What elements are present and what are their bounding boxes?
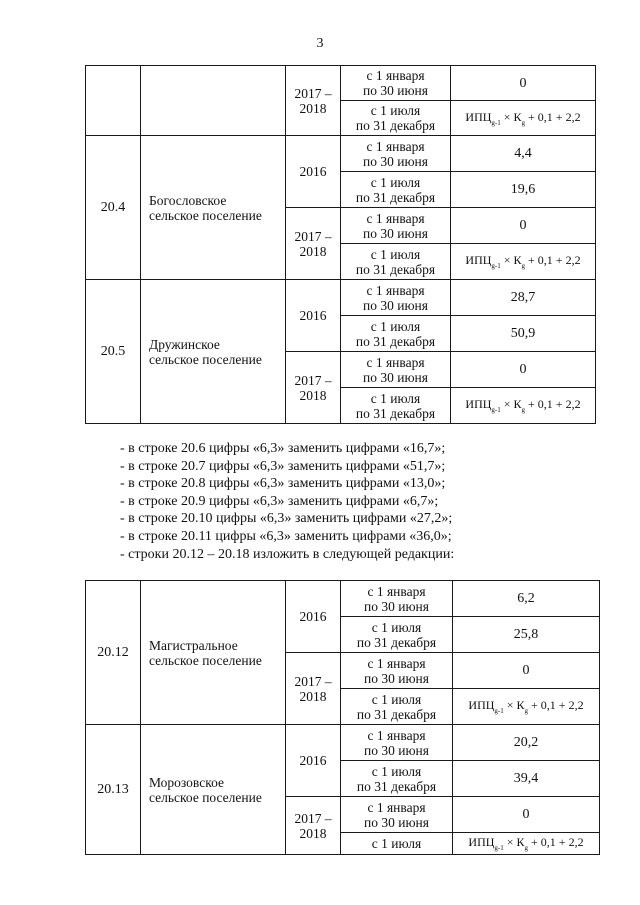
settlement-name-cell: Магистральное сельское поселение	[141, 581, 286, 725]
period-years-cell: 2017 – 2018	[286, 208, 341, 280]
table-row	[86, 66, 596, 101]
period-years-cell: 2017 – 2018	[286, 653, 341, 725]
half-year-period-cell: с 1 июля по 31 декабря	[341, 617, 453, 653]
half-year-period-cell: с 1 июля по 31 декабря	[341, 388, 451, 424]
value-cell: 0	[453, 653, 600, 689]
settlement-name-cell: Богословское сельское поселение	[141, 136, 286, 280]
value-cell: 28,7	[451, 280, 596, 316]
list-item: - в строке 20.9 цифры «6,3» заменить цифрами «6,7»;	[120, 493, 439, 509]
half-year-period-cell: с 1 июля по 31 декабря	[341, 172, 451, 208]
list-item: - в строке 20.7 цифры «6,3» заменить цифрами «51,7»;	[120, 458, 446, 474]
half-year-period-cell: с 1 января по 30 июня	[341, 136, 451, 172]
list-item: - в строке 20.10 цифры «6,3» заменить цифрами «27,2»;	[120, 511, 453, 527]
half-year-period-cell: с 1 января по 30 июня	[341, 352, 451, 388]
value-cell: 4,4	[451, 136, 596, 172]
value-cell: 19,6	[451, 172, 596, 208]
value-cell: 0	[453, 797, 600, 833]
half-year-period-cell: с 1 января по 30 июня	[341, 653, 453, 689]
tariff-table-new	[85, 580, 600, 855]
half-year-period-cell: с 1 июля	[341, 833, 453, 855]
list-item: - в строке 20.11 цифры «6,3» заменить цифрами «36,0»;	[120, 528, 452, 544]
formula-cell: $ИПЦ_{g-1} \times К_g + 0,1 + 2,2$	[451, 244, 596, 280]
value-cell: 25,8	[453, 617, 600, 653]
formula-cell: $ИПЦ_{g-1} \times К_g + 0,1 + 2,2$	[451, 101, 596, 136]
row-number-cell: 20.13	[86, 725, 141, 855]
period-years-cell: 2017 – 2018	[286, 66, 341, 136]
formula-cell: $ИПЦ_{g-1} \times К_g + 0,1 + 2,2$	[453, 833, 600, 855]
value-cell: 6,2	[453, 581, 600, 617]
value-cell: 39,4	[453, 761, 600, 797]
table-row	[86, 280, 596, 316]
settlement-name-cell: Морозовское сельское поселение	[141, 725, 286, 855]
row-number-cell: 20.5	[86, 280, 141, 424]
table-row	[86, 725, 600, 761]
period-years-cell: 2016	[286, 581, 341, 653]
value-cell: 0	[451, 66, 596, 101]
period-years-cell: 2016	[286, 280, 341, 352]
value-cell: 0	[451, 352, 596, 388]
row-number-cell: 20.4	[86, 136, 141, 280]
formula-cell: $ИПЦ_{g-1} \times К_g + 0,1 + 2,2$	[453, 689, 600, 725]
half-year-period-cell: с 1 июля по 31 декабря	[341, 101, 451, 136]
half-year-period-cell: с 1 января по 30 июня	[341, 280, 451, 316]
half-year-period-cell: с 1 июля по 31 декабря	[341, 316, 451, 352]
table-row	[86, 136, 596, 172]
half-year-period-cell: с 1 июля по 31 декабря	[341, 689, 453, 725]
amendment-instructions	[120, 440, 454, 563]
half-year-period-cell: с 1 января по 30 июня	[341, 208, 451, 244]
row-number-cell	[86, 66, 141, 136]
period-years-cell: 2017 – 2018	[286, 797, 341, 855]
tariff-table-continued	[85, 65, 596, 424]
half-year-period-cell: с 1 января по 30 июня	[341, 581, 453, 617]
period-years-cell: 2017 – 2018	[286, 352, 341, 424]
page-number: 3	[316, 36, 324, 51]
settlement-name-cell	[141, 66, 286, 136]
value-cell: 0	[451, 208, 596, 244]
half-year-period-cell: с 1 июля по 31 декабря	[341, 761, 453, 797]
table-row	[86, 581, 600, 617]
settlement-name-cell: Дружинское сельское поселение	[141, 280, 286, 424]
list-item: - строки 20.12 – 20.18 изложить в следующей редакции:	[120, 546, 455, 562]
formula-prefix: ИПЦ	[465, 109, 492, 124]
list-item: - в строке 20.6 цифры «6,3» заменить цифрами «16,7»;	[120, 441, 446, 456]
period-years-cell: 2016	[286, 136, 341, 208]
list-item: - в строке 20.8 цифры «6,3» заменить цифрами «13,0»;	[120, 476, 446, 492]
row-number-cell: 20.12	[86, 581, 141, 725]
half-year-period-cell: с 1 января по 30 июня	[341, 725, 453, 761]
value-cell: 50,9	[451, 316, 596, 352]
half-year-period-cell: с 1 января по 30 июня	[341, 797, 453, 833]
formula-cell: $ИПЦ_{g-1} \times К_g + 0,1 + 2,2$	[451, 388, 596, 424]
half-year-period-cell: с 1 июля по 31 декабря	[341, 244, 451, 280]
value-cell: 20,2	[453, 725, 600, 761]
period-years-cell: 2016	[286, 725, 341, 797]
half-year-period-cell: с 1 января по 30 июня	[341, 66, 451, 101]
